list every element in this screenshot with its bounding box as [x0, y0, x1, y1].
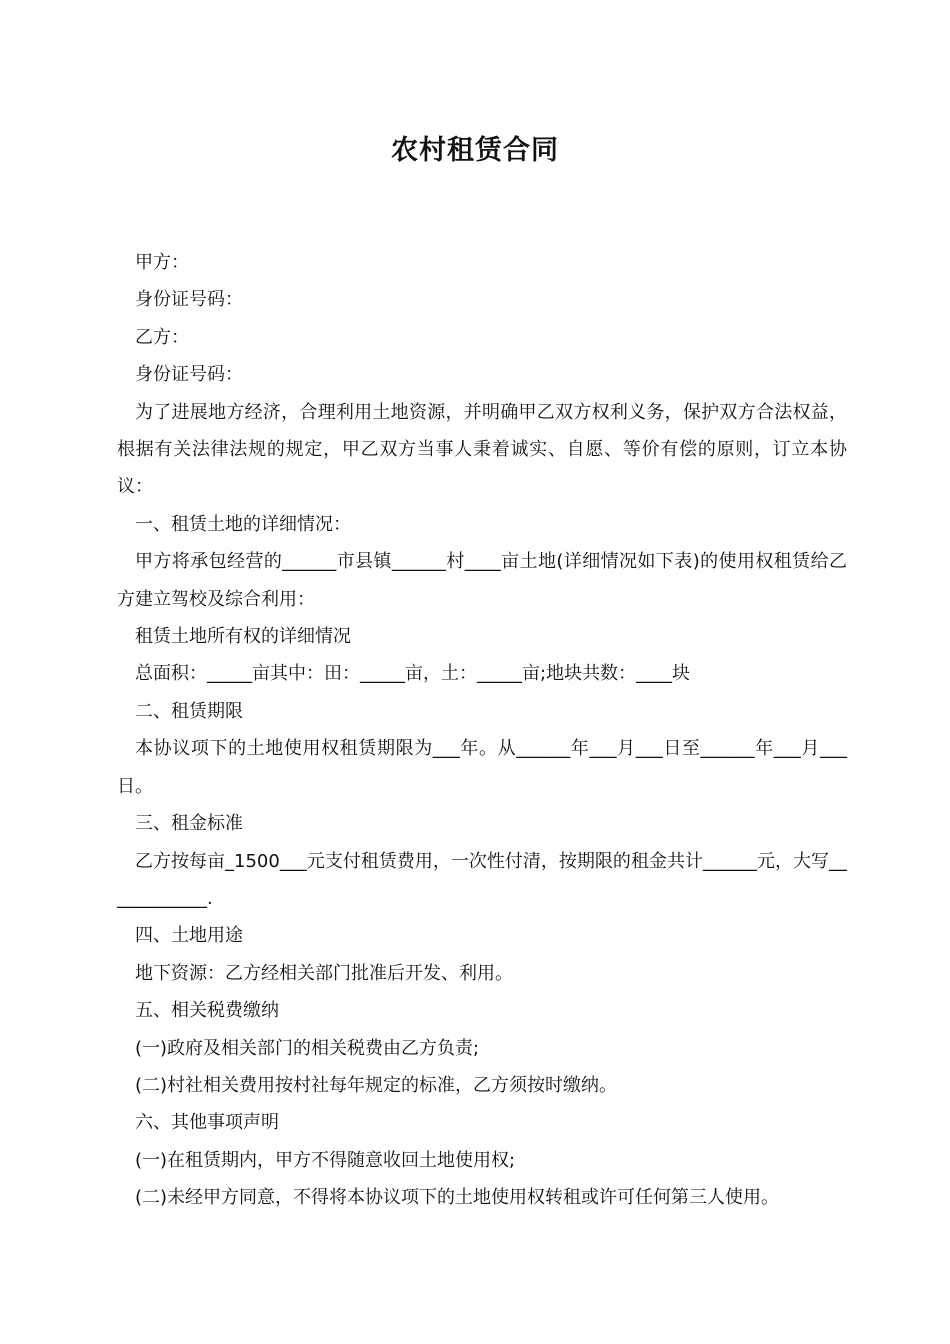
section-6-item-1: (一)在租赁期内，甲方不得随意收回土地使用权; — [135, 1149, 516, 1171]
preamble-paragraph: 为了进展地方经济，合理利用土地资源，并明确甲乙双方权利义务，保护双方合法权益，根据有关法律法规的规定，甲乙双方当事人秉着诚实、自愿、等价有偿的原则，订立本协议： — [117, 401, 847, 498]
document-title: 农村租赁合同 — [391, 135, 559, 166]
section-6-heading: 六、其他事项声明 — [135, 1112, 279, 1134]
document-body — [117, 244, 847, 1217]
section-5-item-2: (二)村社相关费用按村社每年规定的标准，乙方须按时缴纳。 — [135, 1074, 618, 1096]
section-2-paragraph: 本协议项下的土地使用权租赁期限为___年。从______年___月___日至______年___月___日。 — [117, 738, 847, 797]
section-3-heading: 三、租金标准 — [135, 813, 243, 835]
section-5-heading: 五、相关税费缴纳 — [135, 1000, 279, 1022]
section-3-paragraph: 乙方按每亩_1500___元支付租赁费用，一次性付清，按期限的租金共计______元，大写____________. — [117, 850, 847, 909]
party-b-label: 乙方： — [135, 326, 189, 348]
section-4-paragraph: 地下资源：乙方经相关部门批准后开发、利用。 — [135, 962, 513, 984]
area-details-line: 总面积：_____亩其中：田：_____亩，土：_____亩;地块共数：____块 — [135, 663, 691, 685]
section-2-heading: 二、租赁期限 — [135, 700, 243, 722]
section-1-heading: 一、租赁土地的详细情况： — [135, 513, 351, 535]
party-a-id-label: 身份证号码： — [135, 289, 243, 311]
section-1-paragraph: 甲方将承包经营的______市县镇______村____亩土地(详细情况如下表)的使用权租赁给乙方建立驾校及综合利用： — [117, 551, 847, 610]
section-5-item-1: (一)政府及相关部门的相关税费由乙方负责; — [135, 1037, 480, 1059]
ownership-details-label: 租赁土地所有权的详细情况 — [135, 626, 351, 648]
section-4-heading: 四、土地用途 — [135, 925, 243, 947]
party-b-id-label: 身份证号码： — [135, 364, 243, 386]
section-6-item-2: (二)未经甲方同意，不得将本协议项下的土地使用权转租或许可任何第三人使用。 — [135, 1187, 780, 1209]
party-a-label: 甲方： — [135, 252, 189, 273]
